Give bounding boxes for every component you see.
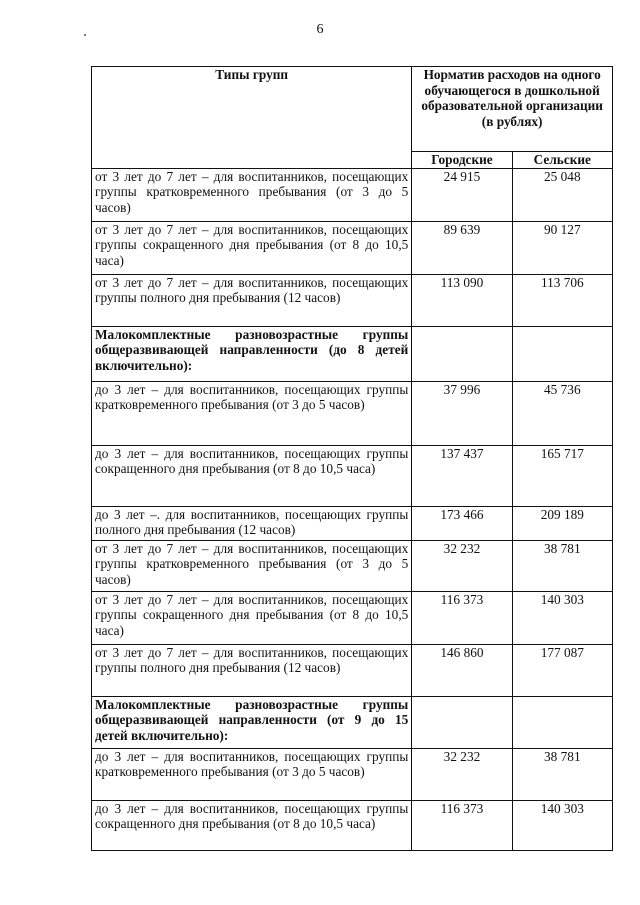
rural-value-cell: 113 706 [512,274,612,326]
rural-value-cell: 38 781 [512,540,612,591]
table-row [92,644,613,696]
scan-speck [84,34,86,36]
urban-value-cell: 173 466 [412,506,512,540]
table-row [92,445,613,506]
urban-value-cell: 137 437 [412,445,512,506]
table-row [92,540,613,591]
group-type-cell: от 3 лет до 7 лет – для воспитанников, посещающих группы полного дня пребывания (12 часов) [92,644,412,696]
header-group-types: Типы групп [92,67,412,169]
header-rural: Сельские [512,152,612,169]
section-row [92,326,613,381]
rural-value-cell: 38 781 [512,748,612,800]
table-row [92,221,613,274]
urban-value-cell: 116 373 [412,591,512,644]
group-type-cell: от 3 лет до 7 лет – для воспитанников, посещающих группы сокращенного дня пребывания (от 8 до 10,5 часа) [92,591,412,644]
group-type-cell: от 3 лет до 7 лет – для воспитанников, посещающих группы кратковременного пребывания (от 3 до 5 часов) [92,540,412,591]
table-row [92,274,613,326]
section-row [92,696,613,748]
group-type-cell: до 3 лет – для воспитанников, посещающих группы сокращенного дня пребывания (от 8 до 10,5 часа) [92,445,412,506]
urban-value-cell: 89 639 [412,221,512,274]
group-type-cell: от 3 лет до 7 лет – для воспитанников, посещающих группы сокращенного дня пребывания (от 8 до 10,5 часа) [92,221,412,274]
header-expense-norm: Норматив расходов на одного обучающегося в дошкольной образовательной организации (в рублях) [412,67,613,152]
urban-value-cell [412,326,512,381]
page-number: 6 [316,22,324,37]
table-row [92,591,613,644]
rural-value-cell: 140 303 [512,591,612,644]
table-row [92,381,613,445]
table-row [92,506,613,540]
expense-norm-table [91,66,613,851]
urban-value-cell: 32 232 [412,748,512,800]
table-body [92,168,613,850]
rural-value-cell [512,696,612,748]
rural-value-cell: 45 736 [512,381,612,445]
table-row [92,748,613,800]
group-type-cell: от 3 лет до 7 лет – для воспитанников, посещающих группы кратковременного пребывания (от 3 до 5 часов) [92,168,412,221]
urban-value-cell: 116 373 [412,800,512,850]
urban-value-cell [412,696,512,748]
urban-value-cell: 32 232 [412,540,512,591]
table-row [92,168,613,221]
table-row [92,800,613,850]
rural-value-cell: 90 127 [512,221,612,274]
urban-value-cell: 113 090 [412,274,512,326]
urban-value-cell: 146 860 [412,644,512,696]
group-type-cell: до 3 лет –. для воспитанников, посещающих группы полного дня пребывания (12 часов) [92,506,412,540]
rural-value-cell: 25 048 [512,168,612,221]
rural-value-cell: 177 087 [512,644,612,696]
section-heading: Малокомплектные разновозрастные группы общеразвивающей направленности (от 9 до 15 детей включительно): [92,696,412,748]
rural-value-cell [512,326,612,381]
rural-value-cell: 209 189 [512,506,612,540]
section-heading: Малокомплектные разновозрастные группы общеразвивающей направленности (до 8 детей включительно): [92,326,412,381]
header-urban: Городские [412,152,512,169]
rural-value-cell: 165 717 [512,445,612,506]
rural-value-cell: 140 303 [512,800,612,850]
urban-value-cell: 24 915 [412,168,512,221]
group-type-cell: до 3 лет – для воспитанников, посещающих группы кратковременного пребывания (от 3 до 5 часов) [92,748,412,800]
group-type-cell: до 3 лет – для воспитанников, посещающих группы сокращенного дня пребывания (от 8 до 10,5 часа) [92,800,412,850]
urban-value-cell: 37 996 [412,381,512,445]
group-type-cell: до 3 лет – для воспитанников, посещающих группы кратковременного пребывания (от 3 до 5 часов) [92,381,412,445]
group-type-cell: от 3 лет до 7 лет – для воспитанников, посещающих группы полного дня пребывания (12 часов) [92,274,412,326]
